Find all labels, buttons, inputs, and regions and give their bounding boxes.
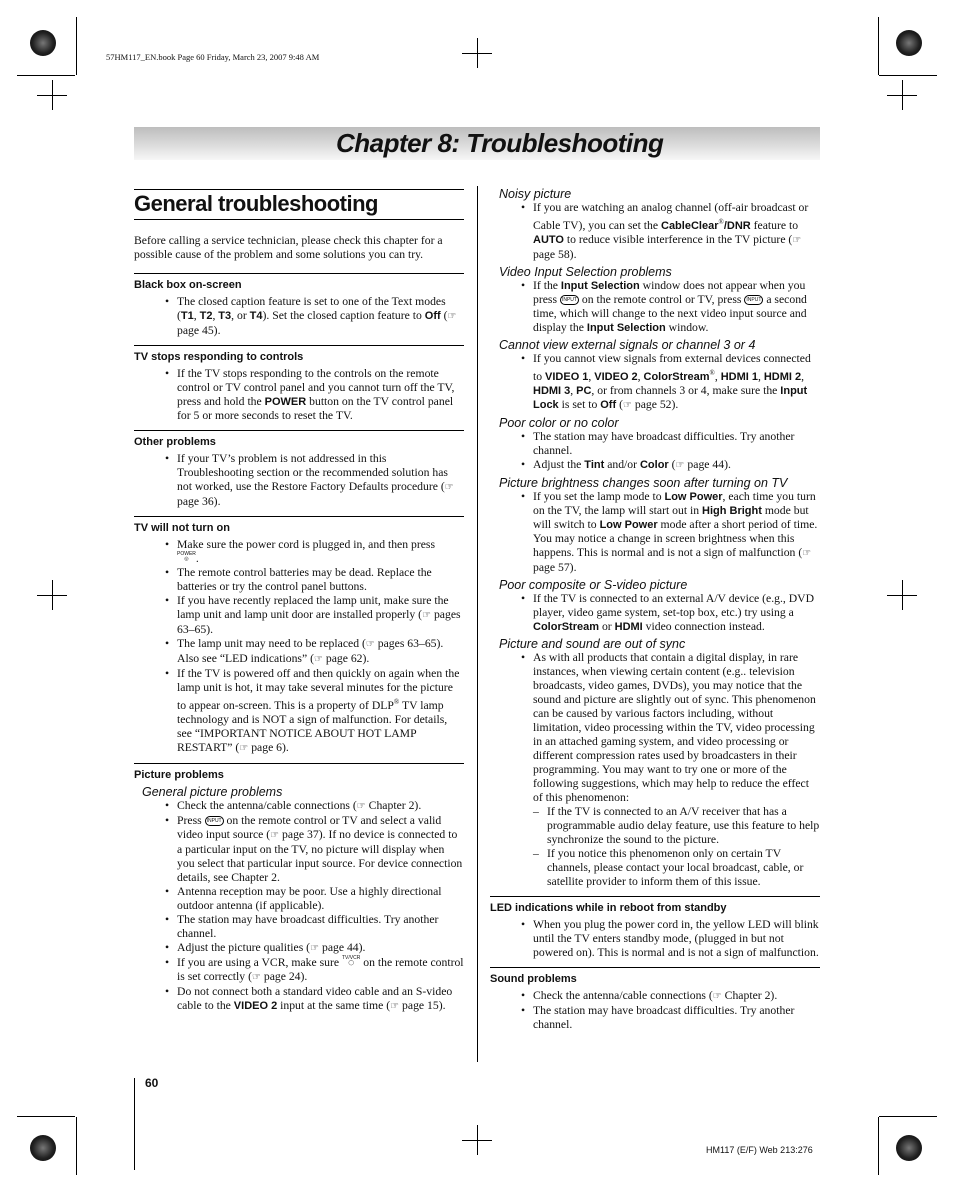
crop-mark	[879, 1116, 937, 1117]
list-item: • If you are watching an analog channel (off-air broadcast or Cable TV), you can set the CableClear®/DNR feature to AUTO to reduce visible interference in the TV picture (☞ page 58).	[520, 201, 820, 262]
right-column	[490, 187, 820, 1032]
column-divider	[477, 186, 478, 1062]
led-heading: LED indications while in reboot from standby	[490, 901, 727, 914]
list-item: – If you notice this phenomenon only on certain TV channels, please contact your local broadcast, cable, or satellite provider to inform them of this issue.	[533, 847, 820, 889]
footer-code: HM117 (E/F) Web 213:276	[706, 1145, 813, 1155]
input-button-icon: INPUT	[206, 818, 222, 825]
list-item: • Adjust the picture qualities (☞ page 44).	[164, 941, 464, 956]
video-input-subheading: Video Input Selection problems	[499, 264, 672, 279]
list-item: • The station may have broadcast difficulties. Try another channel.	[520, 430, 820, 458]
list-item: • The station may have broadcast difficulties. Try another channel.	[164, 913, 464, 941]
tv-stops-heading: TV stops responding to controls	[134, 351, 304, 363]
list-item: • If the TV stops responding to the controls on the remote control or TV control panel and you cannot turn off the TV, press and hold the POWER button on the TV control panel for 5 or more seconds to reset the TV.	[164, 367, 464, 423]
list-item: • The lamp unit may need to be replaced (☞ pages 63–65). Also see “LED indications” (☞ page 62).	[164, 637, 464, 667]
intro-text: Before calling a service technician, please check this chapter for a possible cause of the problem and some solutions you can try.	[134, 234, 443, 261]
reference-icon: ☞	[251, 971, 261, 983]
sync-subheading: Picture and sound are out of sync	[499, 636, 686, 651]
crop-mark	[37, 95, 67, 96]
reference-icon: ☞	[792, 234, 802, 246]
list-item: • If you have recently replaced the lamp unit, make sure the lamp unit and lamp unit door are installed properly (☞ pages 63–65).	[164, 594, 464, 637]
list-item: • Press INPUT on the remote control or TV and select a valid video input source (☞ page 37). If no device is connected to a particular input on the TV, no picture will display when you select that particular input source. For device connection details, see Chapter 2.	[164, 814, 464, 885]
list-item: • As with all products that contain a digital display, in rare instances, when viewing certain content (e.g.. television broadcasts, video games, DVDs), you may notice that the sound and picture are slightly out of sync. This phenomenon can be caused by various factors including, without limitation, video processing within the TV, video processing in an attached gaming system, and video processing or different compression rates used by broadcasters in their programming. You may want to try one or more of the following suggestions, which may help to reduce the effect of this phenomenon: – If the TV is connected to an A/V receiver that has a programmable audio delay feature, use this feature to help synchronize the sound to the picture. – If you notice this phenomenon only on certain TV channels, please contact your local broadcast, cable, or satellite provider to inform them of this issue.	[520, 651, 820, 889]
crop-mark	[17, 75, 75, 76]
tv-vcr-button-icon: TV/VCR ◯	[342, 954, 361, 966]
reference-icon: ☞	[356, 800, 366, 812]
list-item: • If you cannot view signals from external devices connected to VIDEO 1, VIDEO 2, ColorStream®, HDMI 1, HDMI 2, HDMI 3, PC, or from channels 3 or 4, make sure the Input Lock is set to Off (☞ page 52).	[520, 352, 820, 413]
registration-mark-top-right	[896, 30, 922, 56]
chapter-title: Chapter 8: Troubleshooting	[336, 128, 664, 158]
power-button-icon: POWER ◎	[177, 551, 196, 562]
crop-mark	[37, 595, 67, 596]
reference-icon: ☞	[239, 742, 249, 754]
page-number: 60	[145, 1076, 159, 1090]
list-item: • If the Input Selection window does not appear when you press INPUT on the remote control or TV, press INPUT a second time, which will change to the next video input source and display the Input Selection window.	[520, 279, 820, 335]
list-item: • Antenna reception may be poor. Use a highly directional outdoor antenna (if applicable).	[164, 885, 464, 913]
crop-mark	[887, 595, 917, 596]
reference-icon: ☞	[675, 459, 685, 471]
composite-subheading: Poor composite or S-video picture	[499, 577, 688, 592]
list-item: • Check the antenna/cable connections (☞ Chapter 2).	[520, 989, 820, 1004]
cannot-view-subheading: Cannot view external signals or channel 3 or 4	[499, 337, 756, 352]
crop-mark	[878, 17, 879, 75]
crop-mark	[462, 53, 492, 54]
list-item: • If you are using a VCR, make sure TV/VCR ◯ on the remote control is set correctly (☞ page 24).	[164, 956, 464, 985]
reference-icon: ☞	[313, 654, 323, 665]
reference-icon: ☞	[444, 482, 454, 493]
crop-mark	[887, 95, 917, 96]
crop-mark	[879, 75, 937, 76]
list-item: • Do not connect both a standard video cable and an S-video cable to the VIDEO 2 input at the same time (☞ page 15).	[164, 985, 464, 1014]
noisy-picture-subheading: Noisy picture	[499, 187, 572, 201]
list-item: • Check the antenna/cable connections (☞ Chapter 2).	[164, 799, 464, 814]
picture-problems-heading: Picture problems	[134, 768, 224, 781]
crop-mark	[76, 17, 77, 75]
list-item: – If the TV is connected to an A/V receiver that has a programmable audio delay feature, use this feature to help synchronize the sound to the picture.	[533, 805, 820, 847]
reference-icon: ☞	[712, 990, 722, 1002]
list-item: • Make sure the power cord is plugged in, and then press POWER ◎ .	[164, 538, 464, 566]
reference-icon: ☞	[622, 399, 632, 411]
reference-icon: ☞	[802, 547, 812, 559]
sound-problems-heading: Sound problems	[490, 972, 577, 985]
registration-mark-bottom-left	[30, 1135, 56, 1161]
list-item: • If you set the lamp mode to Low Power, each time you turn on the TV, the lamp will start out in High Bright mode but will switch to Low Power mode after a short period of time. You may notice a change in screen brightness when this happens. This is normal and is not a sign of malfunction (☞ page 57).	[520, 490, 820, 575]
list-item: • Adjust the Tint and/or Color (☞ page 44).	[520, 458, 820, 473]
list-item: • If your TV’s problem is not addressed in this Troubleshooting section or the recommended solution has not worked, use the Restore Factory Defaults procedure (☞ page 36).	[164, 452, 464, 509]
crop-mark	[134, 1078, 135, 1170]
crop-mark	[878, 1117, 879, 1175]
main-heading: General troubleshooting	[134, 189, 464, 220]
list-item: • The closed caption feature is set to one of the Text modes (T1, T2, T3, or T4). Set the closed caption feature to Off (☞ page 45).	[164, 295, 464, 338]
crop-mark	[462, 1140, 492, 1141]
reference-icon: ☞	[447, 311, 457, 322]
registration-mark-top-left	[30, 30, 56, 56]
reference-icon: ☞	[390, 1000, 400, 1012]
general-picture-subheading: General picture problems	[142, 784, 283, 799]
list-item: • The remote control batteries may be dead. Replace the batteries or try the control panel buttons.	[164, 566, 464, 594]
file-header: 57HM117_EN.book Page 60 Friday, March 23, 2007 9:48 AM	[106, 52, 320, 62]
brightness-subheading: Picture brightness changes soon after turning on TV	[499, 475, 788, 490]
reference-icon: ☞	[310, 942, 320, 954]
tv-not-on-heading: TV will not turn on	[134, 522, 230, 534]
list-item: • If the TV is connected to an external A/V device (e.g., DVD player, video game system, set-top box, etc.) try using a ColorStream or HDMI video connection instead.	[520, 592, 820, 634]
left-column	[134, 234, 464, 1014]
input-button-icon: INPUT	[561, 297, 577, 304]
list-item: • If the TV is powered off and then quickly on again when the lamp unit is hot, it may take several minutes for the picture to appear on-screen. This is a property of DLP® TV lamp technology and is NOT a sign of malfunction. For details, see “IMPORTANT NOTICE ABOUT HOT LAMP RESTART” (☞ page 6).	[164, 667, 464, 756]
list-item: • The station may have broadcast difficulties. Try another channel.	[520, 1004, 820, 1032]
poor-color-subheading: Poor color or no color	[499, 415, 619, 430]
input-button-icon: INPUT	[746, 297, 762, 304]
list-item: • When you plug the power cord in, the yellow LED will blink until the TV enters standby mode, (plugged in but not powered on). This is normal and is not a sign of malfunction.	[520, 918, 820, 960]
reference-icon: ☞	[365, 639, 375, 650]
reference-icon: ☞	[422, 610, 432, 621]
crop-mark	[17, 1116, 75, 1117]
other-problems-heading: Other problems	[134, 436, 216, 448]
black-box-heading: Black box on-screen	[134, 279, 242, 291]
reference-icon: ☞	[270, 829, 280, 841]
crop-mark	[76, 1117, 77, 1175]
registration-mark-bottom-right	[896, 1135, 922, 1161]
